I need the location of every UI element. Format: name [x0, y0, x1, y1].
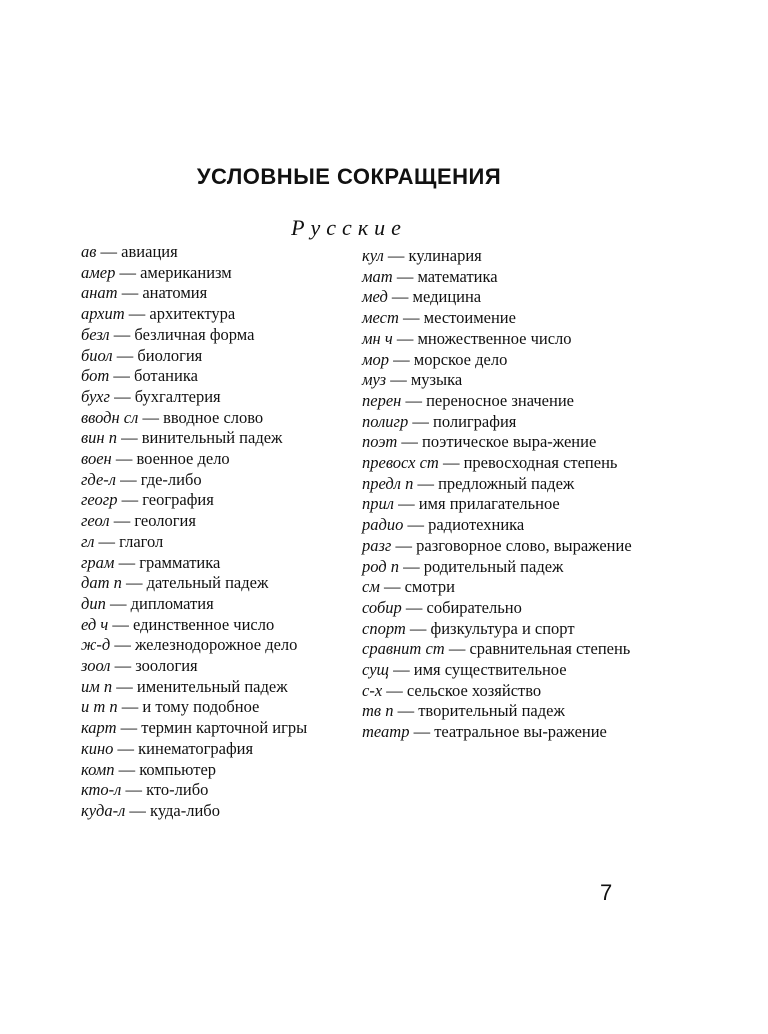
abbreviation-meaning: железнодорожное дело	[134, 635, 298, 655]
abbreviation-dash: —	[413, 722, 431, 742]
abbreviation-entry	[81, 553, 351, 574]
abbreviation-entry	[362, 639, 642, 660]
abbreviation-entry	[362, 701, 642, 722]
abbreviation-term: спорт	[362, 618, 406, 638]
abbreviation-meaning: зоология	[135, 656, 198, 676]
abbreviation-entry	[81, 325, 351, 346]
abbreviation-entry	[81, 739, 351, 760]
abbreviation-term: архит	[81, 304, 125, 324]
abbreviation-entry	[81, 366, 351, 387]
abbreviation-entry	[362, 267, 642, 288]
abbreviation-meaning: куда-либо	[150, 800, 220, 820]
abbreviation-meaning: переносное значение	[426, 390, 574, 410]
abbreviation-dash: —	[116, 345, 134, 365]
abbreviation-dash: —	[119, 262, 136, 282]
abbreviation-meaning: компьютер	[139, 759, 217, 779]
abbreviation-dash: —	[412, 411, 429, 431]
abbreviation-term: где-л	[81, 469, 116, 489]
abbreviation-entry	[81, 573, 351, 594]
abbreviation-entry	[362, 474, 642, 495]
abbreviation-meaning: анатомия	[142, 283, 208, 303]
abbreviation-dash: —	[121, 283, 139, 303]
abbreviation-meaning: американизм	[140, 262, 232, 282]
abbreviation-term: бот	[81, 366, 110, 386]
abbreviation-entry	[362, 453, 642, 474]
abbreviation-entry	[81, 780, 351, 801]
abbreviation-entry	[362, 391, 642, 412]
abbreviation-entry	[362, 515, 642, 536]
abbreviation-entry	[81, 718, 351, 739]
abbreviation-term: поэт	[362, 432, 398, 452]
abbreviation-term: и т п	[81, 697, 118, 717]
abbreviation-dash: —	[121, 490, 139, 510]
abbreviation-dash: —	[128, 304, 146, 324]
section-subtitle: Русские	[291, 215, 407, 240]
abbreviation-entry	[362, 246, 642, 267]
abbreviation-dash: —	[114, 656, 132, 676]
abbreviation-dash: —	[100, 242, 118, 261]
abbreviation-entry	[362, 598, 642, 619]
abbreviation-meaning: кинематография	[138, 738, 254, 758]
abbreviation-meaning: медицина	[412, 287, 482, 307]
abbreviation-term: с-х	[362, 680, 383, 700]
abbreviation-term: геол	[81, 511, 110, 531]
abbreviation-term: перен	[362, 390, 402, 410]
abbreviation-dash: —	[115, 449, 133, 469]
abbreviation-term: мн ч	[362, 328, 393, 348]
abbreviation-term: мест	[362, 308, 399, 328]
abbreviation-term: см	[362, 577, 380, 597]
abbreviation-term: муз	[362, 370, 387, 390]
abbreviation-term: тв п	[362, 701, 394, 721]
abbreviation-entry	[362, 557, 642, 578]
abbreviation-entry	[362, 722, 642, 743]
abbreviation-dash: —	[409, 618, 427, 638]
abbreviation-term: мор	[362, 349, 390, 369]
abbreviation-term: кино	[81, 738, 114, 758]
abbreviation-term: разг	[362, 535, 392, 555]
abbreviation-entry	[362, 308, 642, 329]
abbreviation-meaning: физкультура и спорт	[430, 618, 575, 638]
abbreviation-term: анат	[81, 283, 118, 303]
abbreviation-dash: —	[120, 469, 137, 489]
abbreviation-entry	[81, 470, 351, 491]
abbreviation-meaning: множественное число	[417, 328, 572, 348]
abbreviation-meaning: сельское хозяйство	[406, 680, 542, 700]
abbreviation-term: куда-л	[81, 800, 126, 820]
abbreviation-term: биол	[81, 345, 113, 365]
abbreviation-entry	[362, 412, 642, 433]
page-title: УСЛОВНЫЕ СОКРАЩЕНИЯ	[196, 164, 502, 189]
abbreviation-term: вин п	[81, 428, 117, 448]
abbreviation-meaning: сравнительная степень	[469, 639, 631, 659]
abbreviation-meaning: морское дело	[413, 349, 508, 369]
abbreviation-meaning: ботаника	[134, 366, 198, 386]
abbreviation-term: театр	[362, 722, 410, 742]
abbreviation-term: грам	[81, 552, 115, 572]
abbreviation-meaning: математика	[417, 266, 498, 286]
abbreviation-dash: —	[405, 597, 423, 617]
abbreviation-term: дип	[81, 593, 106, 613]
abbreviation-meaning: где-либо	[140, 469, 202, 489]
abbreviation-entry	[81, 532, 351, 553]
abbreviation-meaning: разговорное слово, выражение	[416, 535, 632, 555]
abbreviation-meaning: музыка	[410, 370, 463, 390]
abbreviation-meaning: полиграфия	[432, 411, 517, 431]
abbreviation-meaning: безличная форма	[134, 324, 255, 344]
abbreviation-dash: —	[391, 287, 409, 307]
abbreviation-entry	[81, 408, 351, 429]
abbreviation-entry	[362, 494, 642, 515]
abbreviation-term: амер	[81, 262, 116, 282]
abbreviation-dash: —	[118, 552, 136, 572]
abbreviation-dash: —	[109, 593, 127, 613]
abbreviation-dash: —	[113, 511, 131, 531]
abbreviation-meaning: кулинария	[408, 246, 482, 265]
abbreviation-term: радио	[362, 515, 404, 535]
abbreviation-dash: —	[393, 349, 410, 369]
abbreviation-meaning: термин карточной игры	[141, 718, 308, 738]
abbreviation-dash: —	[417, 473, 434, 493]
page-number: 7	[600, 880, 613, 905]
abbreviation-dash: —	[117, 738, 135, 758]
abbreviation-meaning: вводное слово	[163, 407, 264, 427]
abbreviation-meaning: единственное число	[133, 614, 275, 634]
abbreviation-entry	[81, 697, 351, 718]
abbreviation-meaning: поэтическое выра-жение	[422, 432, 597, 452]
abbreviation-dash: —	[120, 718, 138, 738]
abbreviation-term: сущ	[362, 660, 389, 680]
abbreviation-term: карт	[81, 718, 117, 738]
abbreviation-meaning: театральное вы-ражение	[434, 722, 607, 742]
abbreviation-entry	[81, 656, 351, 677]
abbreviation-entry	[362, 432, 642, 453]
abbreviation-entry	[81, 594, 351, 615]
abbreviation-term: ав	[81, 242, 97, 261]
abbreviation-term: предл п	[362, 473, 414, 493]
abbreviation-entry	[362, 577, 642, 598]
abbreviation-meaning: радиотехника	[428, 515, 525, 535]
abbreviation-meaning: и тому подобное	[142, 697, 260, 717]
abbreviation-dash: —	[390, 370, 407, 390]
abbreviation-dash: —	[401, 432, 418, 452]
abbreviation-entry	[81, 801, 351, 822]
abbreviation-dash: —	[397, 701, 415, 721]
abbreviation-entry	[362, 660, 642, 681]
abbreviation-dash: —	[112, 614, 129, 634]
abbreviation-dash: —	[113, 324, 131, 344]
abbreviation-entry	[362, 681, 642, 702]
abbreviation-dash: —	[98, 531, 116, 551]
abbreviation-dash: —	[387, 246, 405, 265]
abbreviation-dash: —	[396, 266, 414, 286]
abbreviation-term: воен	[81, 449, 112, 469]
abbreviation-entry	[362, 329, 642, 350]
abbreviation-entry	[81, 511, 351, 532]
abbreviation-meaning: глагол	[119, 531, 164, 551]
abbreviation-meaning: собирательно	[426, 597, 522, 617]
abbreviation-dash: —	[116, 676, 133, 696]
abbreviation-term: сравнит ст	[362, 639, 445, 659]
abbreviation-dash: —	[407, 515, 424, 535]
abbreviation-dash: —	[393, 660, 410, 680]
abbreviation-term: кул	[362, 246, 384, 265]
abbreviation-dash: —	[405, 390, 422, 410]
abbreviation-entry	[81, 635, 351, 656]
abbreviation-meaning: превосходная степень	[463, 453, 618, 473]
abbreviation-term: вводн сл	[81, 407, 139, 427]
abbreviation-dash: —	[395, 535, 412, 555]
abbreviation-entry	[81, 760, 351, 781]
abbreviation-entry	[362, 536, 642, 557]
abbreviation-term: комп	[81, 759, 115, 779]
abbreviation-dash: —	[121, 428, 138, 448]
abbreviation-entry	[362, 370, 642, 391]
abbreviation-dash: —	[386, 680, 403, 700]
abbreviation-term: зоол	[81, 656, 111, 676]
abbreviation-term: собир	[362, 597, 402, 617]
abbreviation-meaning: имя прилагательное	[418, 494, 560, 514]
abbreviation-entry	[362, 287, 642, 308]
abbreviation-dash: —	[126, 573, 143, 593]
abbreviation-term: безл	[81, 324, 110, 344]
abbreviation-entry	[81, 283, 351, 304]
abbreviation-dash: —	[396, 328, 414, 348]
abbreviation-dash: —	[118, 759, 136, 779]
abbreviation-entry	[81, 615, 351, 636]
abbreviation-meaning: дипломатия	[130, 593, 214, 613]
abbreviation-meaning: имя существительное	[413, 660, 567, 680]
abbreviation-meaning: предложный падеж	[438, 473, 575, 493]
abbreviation-dash: —	[403, 556, 420, 576]
abbreviation-term: превосх ст	[362, 453, 439, 473]
abbreviations-right-column	[362, 246, 642, 743]
abbreviation-meaning: именительный падеж	[136, 676, 288, 696]
abbreviation-dash: —	[114, 386, 131, 406]
abbreviation-entry	[81, 263, 351, 284]
abbreviation-meaning: архитектура	[149, 304, 236, 324]
abbreviation-entry	[362, 619, 642, 640]
abbreviation-dash: —	[398, 494, 415, 514]
abbreviation-entry	[81, 387, 351, 408]
abbreviation-entry	[81, 428, 351, 449]
abbreviation-term: мат	[362, 266, 393, 286]
abbreviation-entry	[81, 304, 351, 325]
abbreviation-term: геогр	[81, 490, 118, 510]
abbreviation-term: прил	[362, 494, 394, 514]
abbreviation-term: мед	[362, 287, 388, 307]
abbreviation-meaning: военное дело	[136, 449, 230, 469]
abbreviation-meaning: творительный падеж	[418, 701, 565, 721]
abbreviation-term: кто-л	[81, 780, 122, 800]
abbreviation-meaning: кто-либо	[146, 780, 209, 800]
abbreviation-term: полигр	[362, 411, 409, 431]
abbreviation-meaning: смотри	[404, 577, 455, 597]
abbreviation-meaning: биология	[137, 345, 203, 365]
abbreviations-left-column	[81, 242, 351, 822]
abbreviation-meaning: дательный падеж	[146, 573, 269, 593]
abbreviation-entry	[81, 242, 351, 263]
abbreviation-dash: —	[113, 366, 130, 386]
abbreviation-meaning: винительный падеж	[141, 428, 283, 448]
abbreviation-meaning: родительный падеж	[423, 556, 564, 576]
abbreviation-dash: —	[121, 697, 139, 717]
abbreviation-term: гл	[81, 531, 95, 551]
abbreviation-dash: —	[129, 800, 146, 820]
abbreviation-meaning: бухгалтерия	[134, 386, 221, 406]
abbreviation-term: ед ч	[81, 614, 109, 634]
abbreviation-dash: —	[125, 780, 142, 800]
abbreviation-dash: —	[403, 308, 420, 328]
abbreviation-dash: —	[442, 453, 460, 473]
abbreviation-term: ж-д	[81, 635, 111, 655]
abbreviation-dash: —	[383, 577, 401, 597]
abbreviation-dash: —	[448, 639, 466, 659]
abbreviation-entry	[81, 490, 351, 511]
abbreviation-entry	[81, 677, 351, 698]
abbreviation-meaning: грамматика	[139, 552, 221, 572]
abbreviation-meaning: авиация	[121, 242, 178, 261]
abbreviation-dash: —	[114, 635, 131, 655]
abbreviation-term: бухг	[81, 386, 110, 406]
abbreviation-entry	[362, 350, 642, 371]
abbreviation-term: дат п	[81, 573, 122, 593]
abbreviation-meaning: местоимение	[423, 308, 516, 328]
abbreviation-meaning: география	[142, 490, 214, 510]
abbreviation-entry	[81, 449, 351, 470]
abbreviation-dash: —	[142, 407, 159, 427]
abbreviation-term: род п	[362, 556, 400, 576]
abbreviation-meaning: геология	[134, 511, 196, 531]
abbreviation-term: им п	[81, 676, 113, 696]
abbreviation-entry	[81, 346, 351, 367]
